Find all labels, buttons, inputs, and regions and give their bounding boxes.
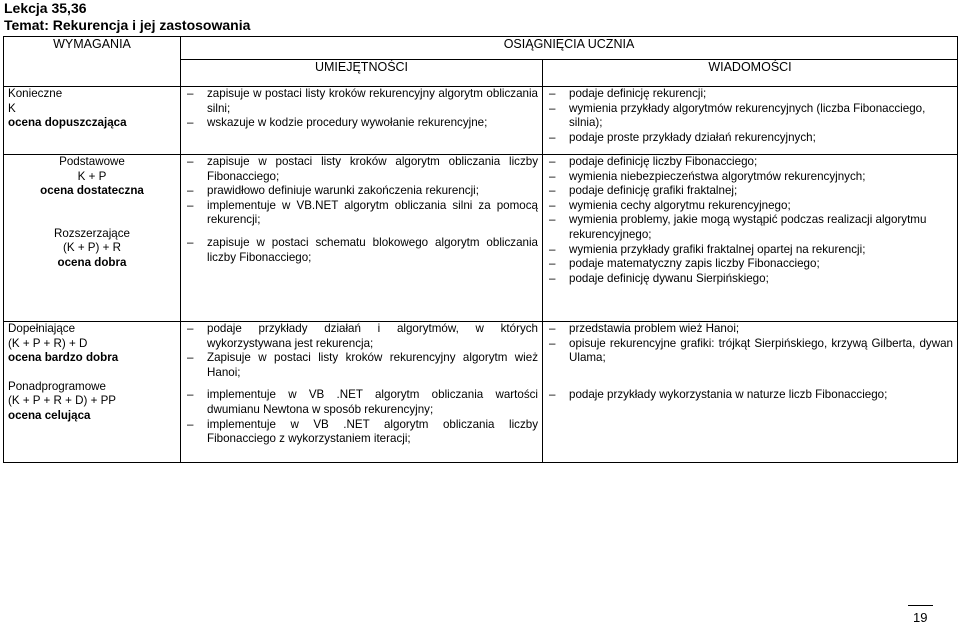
list-item: – podaje przykłady działań i algorytmów, w których wykorzystywana jest rekurencja; [181,322,542,351]
header-achievements: OSIĄGNIĘCIA UCZNIA [181,37,958,60]
list-item: – podaje definicję dywanu Sierpińskiego; [543,272,957,287]
level-title: Rozszerzające [53,226,131,240]
level-ponadprogramowe [8,380,180,424]
table-row [4,322,958,463]
level-konieczne [4,87,180,131]
list-item: – wskazuje w kodzie procedury wywołanie rekurencyjne; [181,116,542,131]
lesson-topic: Temat: Rekurencja i jej zastosowania [4,17,251,33]
level-cell-podstawowe-rozszerzajace [4,155,181,322]
list-item: – wymienia przykłady grafiki fraktalnej opartej na rekurencji; [543,243,957,258]
level-grade: ocena dostateczna [40,184,144,198]
header-requirements: WYMAGANIA [4,37,181,87]
list-item: – Zapisuje w postaci listy kroków rekurencyjny algorytm wież Hanoi; [181,351,542,380]
level-grade: ocena bardzo dobra [8,351,119,365]
level-grade: ocena dopuszczająca [8,116,127,130]
level-formula: K + P [77,169,107,183]
list-item: – podaje proste przykłady działań rekurencyjnych; [543,131,957,146]
skills-cell [181,322,543,463]
level-formula: K [8,101,16,115]
list-item: – podaje przykłady wykorzystania w naturze liczb Fibonacciego; [543,388,957,403]
list-item: – zapisuje w postaci listy kroków algorytm obliczania liczby Fibonacciego; [181,155,542,184]
list-item: – prawidłowo definiuje warunki zakończenia rekurencji; [181,184,542,199]
list-item: – wymienia niebezpieczeństwa algorytmów rekurencyjnych; [543,170,957,185]
level-cell-konieczne [4,87,181,155]
list-item: – opisuje rekurencyjne grafiki: trójkąt Sierpińskiego, krzywą Gilberta, dywan Ulama; [543,337,957,366]
level-title: Ponadprogramowe [8,379,106,393]
level-formula: (K + P) + R [63,241,121,255]
list-item: – wymienia cechy algorytmu rekurencyjnego; [543,199,957,214]
list-item: – zapisuje w postaci listy kroków rekurencyjny algorytm obliczania silni; [181,87,542,116]
header-skills: UMIEJĘTNOŚCI [181,60,543,87]
list-item: – podaje definicję grafiki fraktalnej; [543,184,957,199]
level-title: Podstawowe [59,155,125,168]
list-item: – implementuje w VB .NET algorytm obliczania wartości dwumianu Newtona w sposób rekurencyjny; [181,388,542,417]
level-formula: (K + P + R) + D [8,336,88,350]
requirements-table [3,36,958,463]
table-header-row [4,37,958,60]
list-item: – podaje matematyczny zapis liczby Fibonacciego; [543,257,957,272]
lesson-number: Lekcja 35,36 [4,0,87,16]
list-item: – zapisuje w postaci schematu blokowego algorytm obliczania liczby Fibonacciego; [181,236,542,265]
lesson-header [4,0,250,34]
level-title: Konieczne [8,87,63,100]
page-number: 19 [913,610,928,625]
level-podstawowe [4,155,180,199]
list-item: – wymienia problemy, jakie mogą wystąpić podczas realizacji algorytmu rekurencyjnego; [543,213,957,242]
table-row [4,155,958,322]
level-grade: ocena celująca [8,408,91,422]
knowledge-cell [543,87,958,155]
list-item: – podaje definicję liczby Fibonacciego; [543,155,957,170]
table-row [4,87,958,155]
list-item: – przedstawia problem wież Hanoi; [543,322,957,337]
level-title: Dopełniające [8,322,76,335]
knowledge-cell [543,155,958,322]
skills-cell [181,155,543,322]
level-cell-dopelniajace-ponadprogramowe [4,322,181,463]
list-item: – podaje definicję rekurencji; [543,87,957,102]
list-item: – implementuje w VB .NET algorytm obliczania liczby Fibonacciego z wykorzystaniem iteracji; [181,418,542,447]
header-knowledge: WIADOMOŚCI [543,60,958,87]
page-number-rule [908,605,933,606]
skills-cell [181,87,543,155]
level-grade: ocena dobra [57,255,127,269]
level-dopelniajace [8,322,180,366]
list-item: – implementuje w VB.NET algorytm obliczania silni za pomocą rekurencji; [181,199,542,228]
level-rozszerzajace [4,227,180,271]
list-item: – wymienia przykłady algorytmów rekurencyjnych (liczba Fibonacciego, silnia); [543,102,957,131]
knowledge-cell [543,322,958,463]
level-formula: (K + P + R + D) + PP [8,394,117,408]
